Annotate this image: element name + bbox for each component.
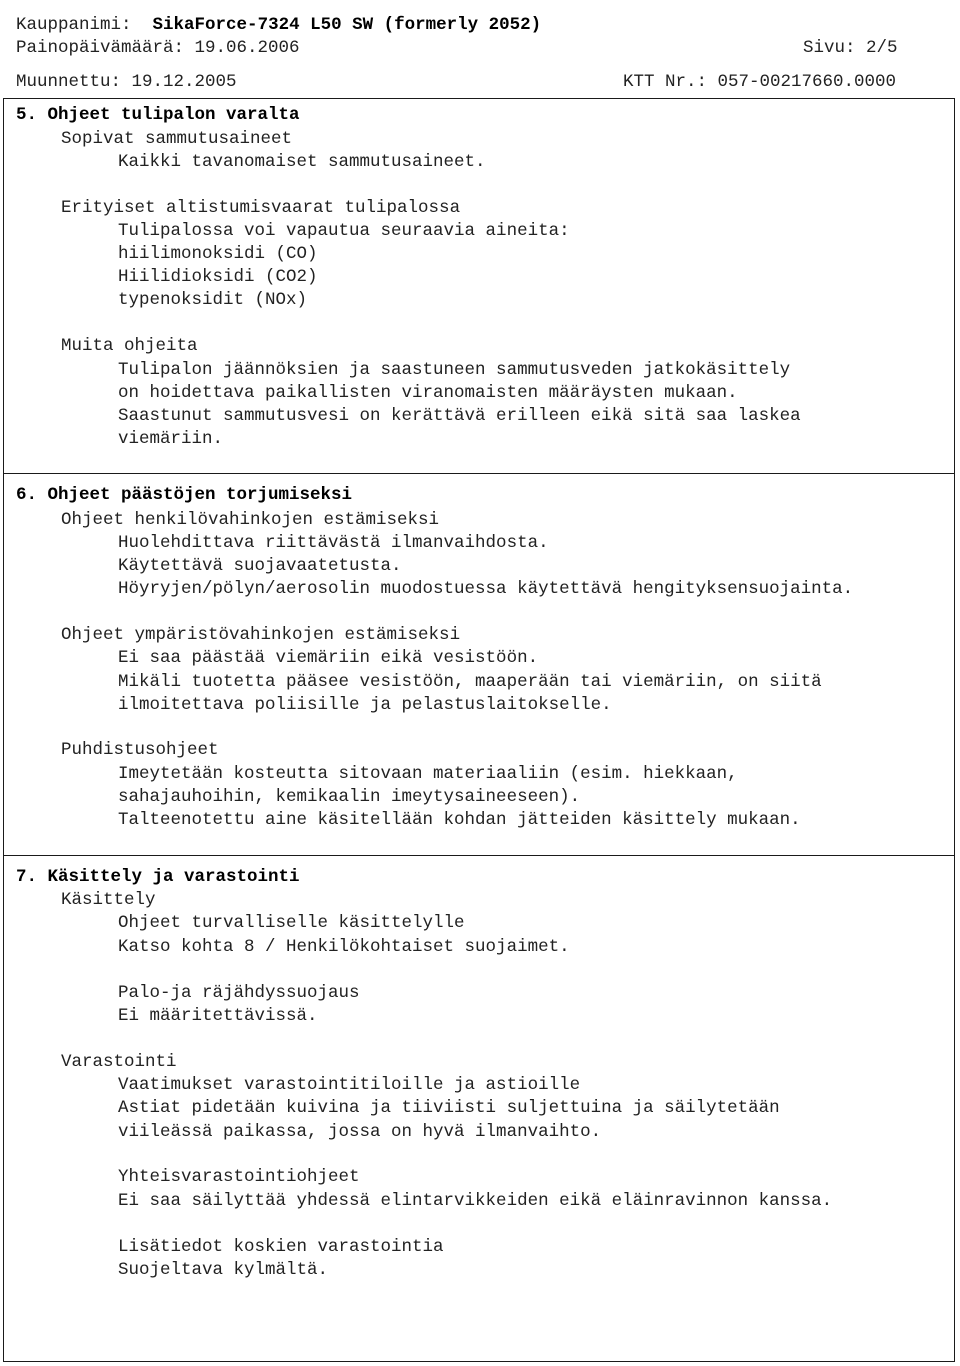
ktt-label: KTT Nr.: xyxy=(623,72,708,92)
environmental-precautions-heading: Ohjeet ympäristövahinkojen estämiseksi xyxy=(61,625,461,645)
safe-handling-text: Katso kohta 8 / Henkilökohtaiset suojaimet. xyxy=(118,937,570,957)
print-date-label: Painopäivämäärä: xyxy=(16,38,185,58)
cleanup-line: Talteenotettu aine käsitellään kohdan jätteiden käsittely mukaan. xyxy=(118,810,801,830)
environmental-precautions-line: Ei saa päästää viemäriin eikä vesistöön. xyxy=(118,648,539,668)
other-instructions-line: viemäriin. xyxy=(118,429,224,449)
cleanup-line: sahajauhoihin, kemikaalin imeytysaineeseen). xyxy=(118,787,581,807)
modified-label: Muunnettu: xyxy=(16,72,122,92)
page-label: Sivu: xyxy=(803,38,856,58)
environmental-precautions-line: ilmoitettava poliisille ja pelastuslaitokselle. xyxy=(118,695,612,715)
other-instructions-line: Tulipalon jäännöksien ja saastuneen sammutusveden jatkokäsittely xyxy=(118,360,791,380)
page-number xyxy=(803,38,898,58)
storage-info-heading: Lisätiedot koskien varastointia xyxy=(118,1237,444,1257)
cleanup-line: Imeytetään kosteutta sitovaan materiaaliin (esim. hiekkaan, xyxy=(118,764,738,784)
print-date-line xyxy=(16,38,300,58)
fire-protection-heading: Palo-ja räjähdyssuojaus xyxy=(118,983,360,1003)
section-5-title: 5. Ohjeet tulipalon varalta xyxy=(16,105,300,125)
other-instructions-line: Saastunut sammutusvesi on kerättävä erilleen eikä sitä saa laskea xyxy=(118,406,801,426)
page-value: 2/5 xyxy=(866,38,898,58)
personal-precautions-line: Höyryjen/pölyn/aerosolin muodostuessa käytettävä hengityksensuojainta. xyxy=(118,579,854,599)
storage-requirements-line: Astiat pidetään kuivina ja tiiviisti suljettuina ja säilytetään xyxy=(118,1098,780,1118)
storage-heading: Varastointi xyxy=(61,1052,177,1072)
product-name-line xyxy=(16,15,541,35)
cleanup-heading: Puhdistusohjeet xyxy=(61,740,219,760)
fire-hazards-line: Tulipalossa voi vapautua seuraavia aineita: xyxy=(118,221,570,241)
ktt-number xyxy=(623,72,896,92)
print-date: 19.06.2006 xyxy=(194,38,300,58)
fire-hazards-heading: Erityiset altistumisvaarat tulipalossa xyxy=(61,198,461,218)
personal-precautions-heading: Ohjeet henkilövahinkojen estämiseksi xyxy=(61,510,440,530)
suitable-extinguishers-text: Kaikki tavanomaiset sammutusaineet. xyxy=(118,152,486,172)
joint-storage-text: Ei saa säilyttää yhdessä elintarvikkeiden eikä eläinravinnon kanssa. xyxy=(118,1191,833,1211)
fire-hazards-line: typenoksidit (NOx) xyxy=(118,290,308,310)
modified-date: 19.12.2005 xyxy=(131,72,237,92)
product-label: Kauppanimi: xyxy=(16,15,132,35)
handling-heading: Käsittely xyxy=(61,890,156,910)
ktt-value: 057-00217660.0000 xyxy=(717,72,897,92)
product-name: SikaForce-7324 L50 SW (formerly 2052) xyxy=(152,15,542,35)
suitable-extinguishers-heading: Sopivat sammutusaineet xyxy=(61,129,293,149)
fire-hazards-line: hiilimonoksidi (CO) xyxy=(118,244,318,264)
section-7-title: 7. Käsittely ja varastointi xyxy=(16,867,300,887)
modified-date-line xyxy=(16,72,237,92)
safe-handling-heading: Ohjeet turvalliselle käsittelylle xyxy=(118,913,465,933)
fire-hazards-line: Hiilidioksidi (CO2) xyxy=(118,267,318,287)
storage-requirements-heading: Vaatimukset varastointitiloille ja astioille xyxy=(118,1075,581,1095)
joint-storage-heading: Yhteisvarastointiohjeet xyxy=(118,1167,360,1187)
personal-precautions-line: Huolehdittava riittävästä ilmanvaihdosta. xyxy=(118,533,549,553)
personal-precautions-line: Käytettävä suojavaatetusta. xyxy=(118,556,402,576)
storage-requirements-line: viileässä paikassa, jossa on hyvä ilmanvaihto. xyxy=(118,1122,602,1142)
storage-info-text: Suojeltava kylmältä. xyxy=(118,1260,329,1280)
section-divider xyxy=(3,473,955,474)
section-divider xyxy=(3,855,955,856)
other-instructions-heading: Muita ohjeita xyxy=(61,336,198,356)
fire-protection-text: Ei määritettävissä. xyxy=(118,1006,318,1026)
other-instructions-line: on hoidettava paikallisten viranomaisten määräysten mukaan. xyxy=(118,383,738,403)
environmental-precautions-line: Mikäli tuotetta pääsee vesistöön, maaperään tai viemäriin, on siitä xyxy=(118,672,822,692)
section-6-title: 6. Ohjeet päästöjen torjumiseksi xyxy=(16,485,353,505)
